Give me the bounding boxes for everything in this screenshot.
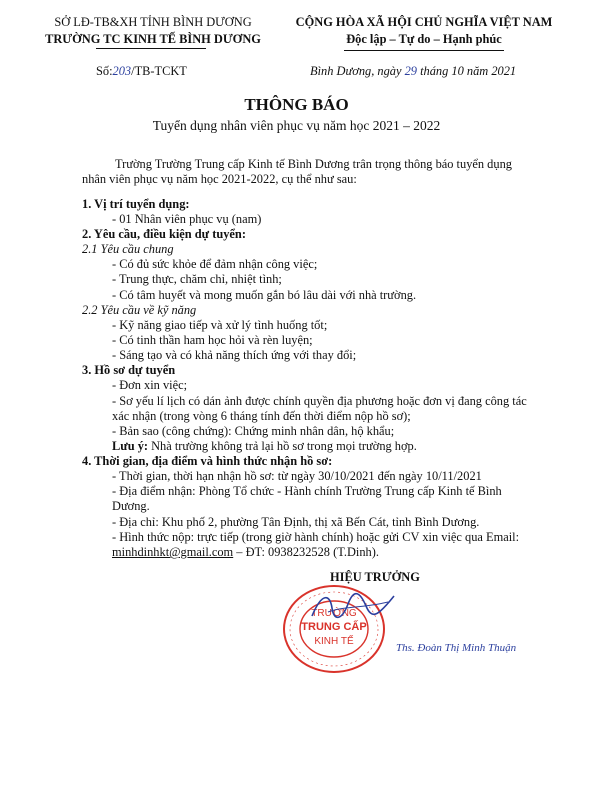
signer-name: Ths. Đoàn Thị Minh Thuận — [396, 642, 517, 654]
org-line-2: TRƯỜNG TC KINH TẾ BÌNH DƯƠNG — [45, 32, 261, 46]
section-2-1-heading: 2.1 Yêu cầu chung — [82, 242, 174, 256]
section-2-2-item: - Có tinh thần ham học hỏi và rèn luyện; — [112, 333, 313, 347]
section-4-item: Dương. — [112, 499, 150, 513]
section-2-1-item: - Trung thực, chăm chỉ, nhiệt tình; — [112, 272, 282, 286]
document-title: THÔNG BÁO — [244, 95, 349, 114]
section-3-item: - Bản sao (công chứng): Chứng minh nhân dân, hộ khẩu; — [112, 424, 395, 438]
section-2-2-item: - Kỹ năng giao tiếp và xử lý tình huống tốt; — [112, 318, 328, 332]
note-text: Nhà trường không trả lại hồ sơ trong mọi trường hợp. — [148, 439, 417, 453]
section-2-1-item: - Có tâm huyết và mong muốn gắn bó lâu dài với nhà trường. — [112, 288, 417, 302]
handwritten-day: 29 — [404, 64, 417, 78]
document-number: Số:203/TB-TCKT — [96, 64, 187, 78]
section-3-item: xác nhận (trong vòng 6 tháng tính đến thời điểm nộp hồ sơ); — [112, 409, 411, 423]
intro-line-2: nhân viên phục vụ năm học 2021-2022, cụ thể như sau: — [82, 172, 357, 186]
email-link[interactable]: minhdinhkt@gmail.com — [112, 545, 234, 559]
section-4-item: - Địa chỉ: Khu phố 2, phường Tân Định, thị xã Bến Cát, tỉnh Bình Dương. — [112, 515, 480, 529]
stamp-line-1: TRƯỜNG — [311, 608, 357, 619]
handwritten-number: 203 — [112, 64, 132, 78]
section-2-2-item: - Sáng tạo và có khả năng thích ứng với thay đổi; — [112, 348, 357, 362]
intro-line-1: Trường Trường Trung cấp Kinh tế Bình Dương trân trọng thông báo tuyển dụng — [115, 157, 512, 171]
issuing-authority — [22, 14, 284, 48]
nation-line-1: CỘNG HÒA XÃ HỘI CHỦ NGHĨA VIỆT NAM — [295, 15, 553, 29]
section-1-heading: 1. Vị trí tuyển dụng: — [82, 197, 190, 211]
motto-underline — [344, 50, 504, 51]
org-line-1: SỞ LĐ-TB&XH TỈNH BÌNH DƯƠNG — [54, 15, 252, 29]
section-3-heading: 3. Hồ sơ dự tuyển — [82, 363, 176, 377]
section-3-item: - Đơn xin việc; — [112, 378, 188, 392]
org-underline — [96, 48, 206, 49]
place-and-date: Bình Dương, ngày 29 tháng 10 năm 2021 — [310, 64, 517, 78]
document-subtitle: Tuyển dụng nhân viên phục vụ năm học 2021 – 2022 — [152, 118, 441, 133]
handwritten-signature — [308, 586, 398, 626]
stamp-line-2: TRUNG CẤP — [301, 621, 367, 633]
section-3-note — [112, 439, 417, 455]
section-4-item: - Địa điểm nhận: Phòng Tổ chức - Hành chính Trường Trung cấp Kinh tế Bình — [112, 484, 502, 498]
section-4-item: - Hình thức nộp: trực tiếp (trong giờ hành chính) hoặc gửi CV xin việc qua Email: — [112, 530, 520, 544]
section-4-item: - Thời gian, thời hạn nhận hồ sơ: từ ngày 30/10/2021 đến ngày 10/11/2021 — [112, 469, 482, 483]
phone-text: – ĐT: 0938232528 (T.Dinh). — [233, 545, 379, 559]
section-1-item: - 01 Nhân viên phục vụ (nam) — [112, 212, 262, 226]
section-2-2-heading: 2.2 Yêu cầu về kỹ năng — [82, 303, 197, 317]
section-4-heading: 4. Thời gian, địa điểm và hình thức nhận hồ sơ: — [82, 454, 333, 468]
national-motto — [274, 14, 574, 48]
section-2-heading: 2. Yêu cầu, điều kiện dự tuyển: — [82, 227, 246, 241]
note-label: Lưu ý: — [112, 439, 149, 453]
section-3-item: - Sơ yếu lí lịch có dán ảnh được chính quyền địa phương hoặc đơn vị đang công tác — [112, 394, 527, 408]
stamp-line-3: KINH TẾ — [314, 636, 354, 647]
nation-line-2: Độc lập – Tự do – Hạnh phúc — [346, 32, 502, 46]
section-4-contact — [112, 545, 379, 561]
section-2-1-item: - Có đủ sức khỏe để đảm nhận công việc; — [112, 257, 318, 271]
signer-role: HIỆU TRƯỞNG — [330, 570, 420, 584]
